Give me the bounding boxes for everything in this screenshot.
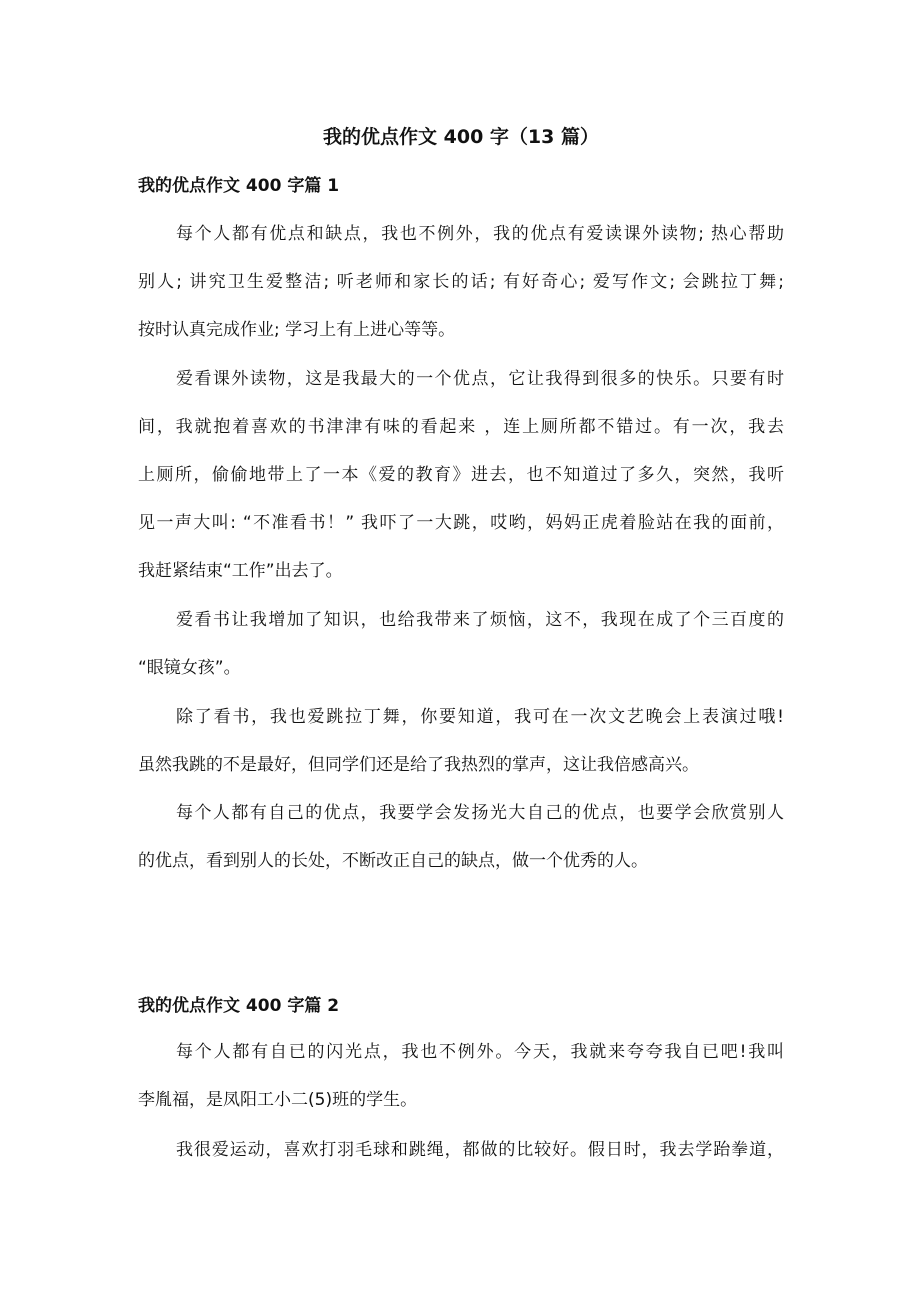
- paragraph-line: 每个人都有自已的闪光点，我也不例外。今天，我就来夸夸我自已吧!我叫: [176, 1042, 784, 1062]
- paragraph-line: “眼镜女孩”。: [138, 658, 241, 678]
- paragraph-line: 间，我就抱着喜欢的书津津有味的看起来 ，连上厕所都不错过。有一次，我去: [138, 417, 784, 437]
- document-title: 我的优点作文 400 字（13 篇）: [323, 126, 599, 148]
- paragraph-line: 见一声大叫: “不准看书！” 我吓了一大跳，哎哟，妈妈正虎着脸站在我的面前，: [138, 513, 784, 533]
- essay-2-paragraph-2: [138, 1126, 784, 1174]
- essay-2-paragraph-1: [138, 1028, 784, 1124]
- essay-1-paragraph-1: [138, 210, 784, 354]
- paragraph-line: 虽然我跳的不是最好，但同学们还是给了我热烈的掌声，这让我倍感高兴。: [138, 755, 699, 775]
- essay-2-heading: 我的优点作文 400 字篇 2: [138, 996, 340, 1016]
- paragraph-line: 上厕所，偷偷地带上了一本《爱的教育》进去，也不知道过了多久，突然，我听: [138, 465, 784, 485]
- paragraph-line: 李胤福，是凤阳工小二(5)班的学生。: [138, 1090, 418, 1110]
- paragraph-line: 每个人都有自己的优点，我要学会发扬光大自己的优点，也要学会欣赏别人: [176, 803, 784, 823]
- paragraph-line: 我很爱运动，喜欢打羽毛球和跳绳，都做的比较好。假日时，我去学跆拳道，: [176, 1140, 784, 1160]
- paragraph-line: 爱看书让我增加了知识，也给我带来了烦恼，这不，我现在成了个三百度的: [176, 610, 784, 630]
- essay-1-paragraph-5: [138, 789, 784, 885]
- paragraph-line: 按时认真完成作业; 学习上有上进心等等。: [138, 320, 456, 340]
- paragraph-line: 除了看书，我也爱跳拉丁舞，你要知道，我可在一次文艺晚会上表演过哦!: [176, 707, 784, 727]
- paragraph-line: 别人; 讲究卫生爱整洁; 听老师和家长的话; 有好奇心; 爱写作文; 会跳拉丁舞;: [138, 272, 784, 292]
- paragraph-line: 每个人都有优点和缺点，我也不例外，我的优点有爱读课外读物; 热心帮助: [176, 224, 784, 244]
- paragraph-line: 我赶紧结束“工作”出去了。: [138, 561, 343, 581]
- essay-1-paragraph-3: [138, 596, 784, 692]
- paragraph-line: 的优点，看到别人的长处，不断改正自己的缺点，做一个优秀的人。: [138, 851, 648, 871]
- paragraph-line: 爱看课外读物，这是我最大的一个优点，它让我得到很多的快乐。只要有时: [176, 369, 784, 389]
- essay-1-heading: 我的优点作文 400 字篇 1: [138, 176, 340, 196]
- essay-1-paragraph-2: [138, 355, 784, 595]
- essay-1-paragraph-4: [138, 693, 784, 789]
- document-page: [138, 0, 784, 1302]
